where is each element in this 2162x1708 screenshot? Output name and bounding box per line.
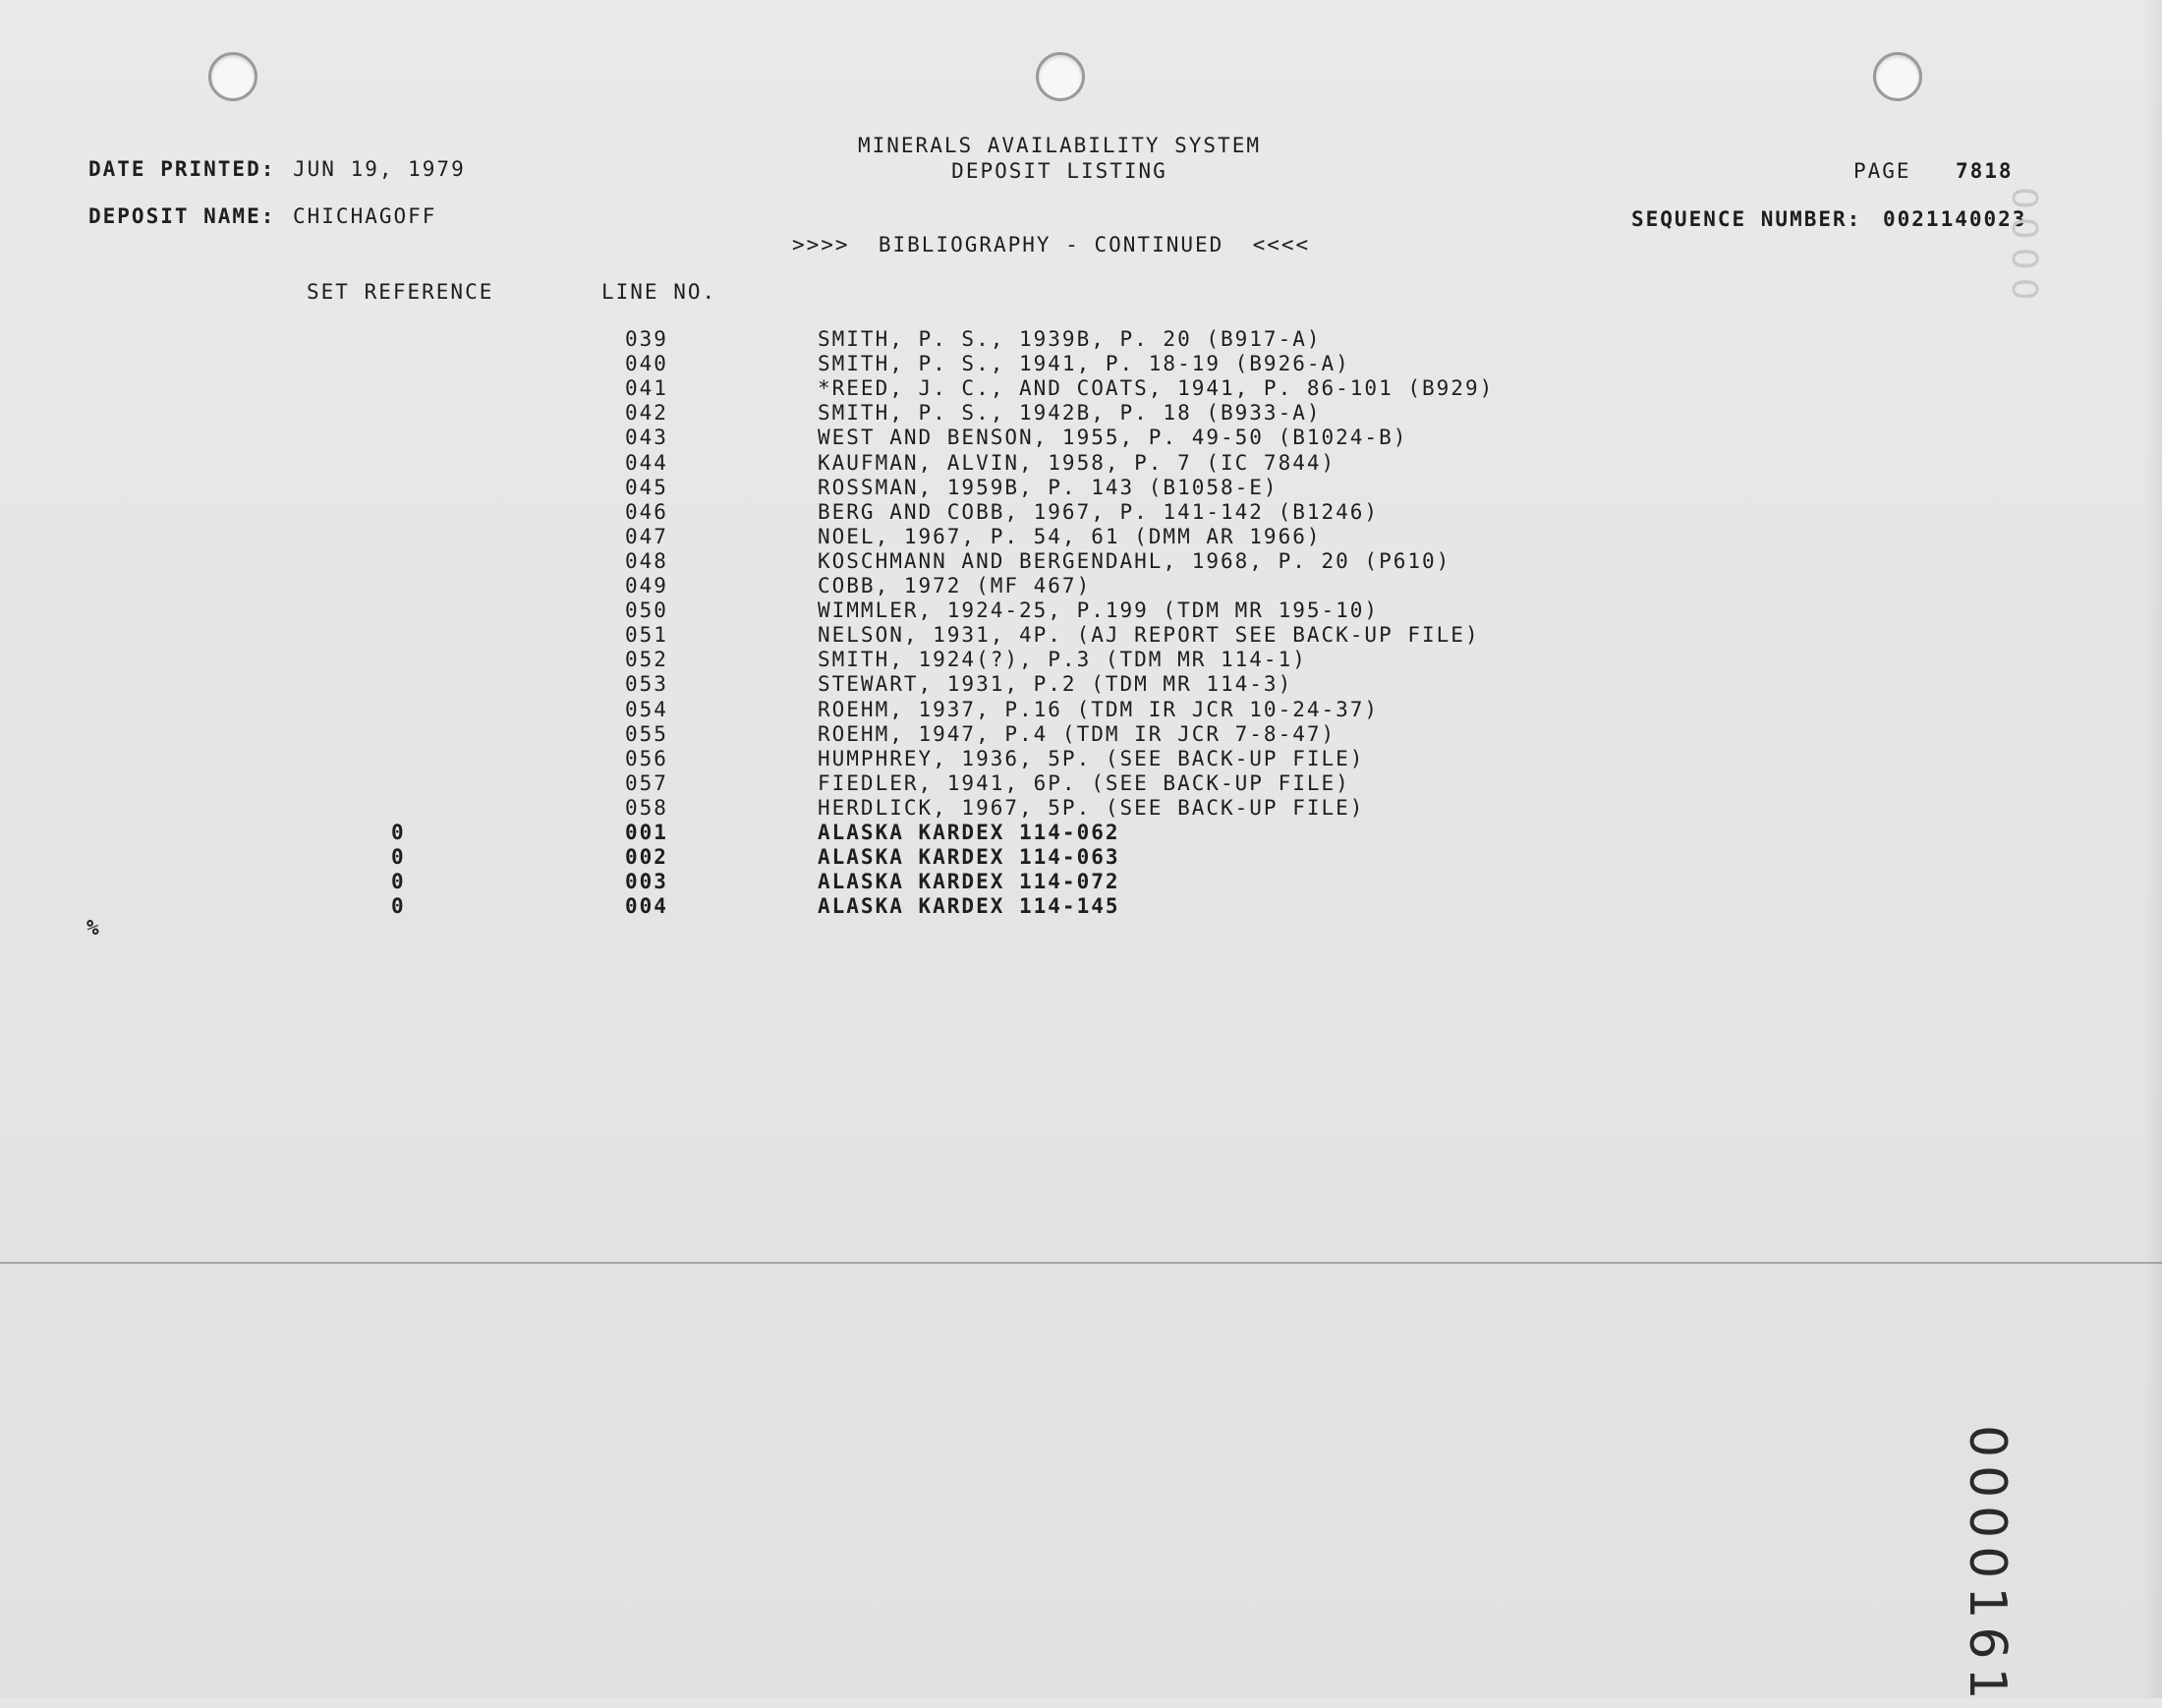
line-number-cell: 002 — [625, 845, 668, 869]
line-number-cell: 045 — [625, 476, 668, 499]
bibliography-row — [0, 426, 2064, 450]
reference-text-cell: BERG AND COBB, 1967, P. 141-142 (B1246) — [818, 500, 1380, 524]
reference-text-cell: ALASKA KARDEX 114-145 — [818, 894, 1120, 918]
reference-text-cell: SMITH, P. S., 1939B, P. 20 (B917-A) — [818, 327, 1322, 351]
reference-text-cell: NOEL, 1967, P. 54, 61 (DMM AR 1966) — [818, 525, 1322, 548]
end-of-listing-marker: % — [86, 916, 101, 939]
page-label: PAGE — [1853, 159, 1911, 183]
binder-hole-left — [208, 52, 257, 101]
reference-text-cell: KAUFMAN, ALVIN, 1958, P. 7 (IC 7844) — [818, 451, 1337, 475]
reference-text-cell: WIMMLER, 1924-25, P.199 (TDM MR 195-10) — [818, 598, 1380, 622]
line-number-cell: 042 — [625, 401, 668, 425]
bibliography-row — [0, 500, 2064, 525]
reference-text-cell: FIEDLER, 1941, 6P. (SEE BACK-UP FILE) — [818, 771, 1350, 795]
perforation-line — [0, 1262, 2162, 1264]
bibliography-row — [0, 771, 2064, 796]
column-header-set-reference: SET REFERENCE — [307, 280, 494, 304]
line-number-cell: 046 — [625, 500, 668, 524]
system-title: MINERALS AVAILABILITY SYSTEM — [857, 134, 1261, 157]
bibliography-row — [0, 747, 2064, 771]
set-reference-cell: 0 — [391, 821, 406, 844]
line-number-cell: 056 — [625, 747, 668, 770]
bibliography-row — [0, 623, 2064, 648]
bibliography-row — [0, 401, 2064, 426]
bibliography-row — [0, 574, 2064, 598]
reference-text-cell: ALASKA KARDEX 114-072 — [818, 870, 1120, 893]
faint-edge-stamp: 0000 — [2004, 187, 2044, 309]
reference-text-cell: *REED, J. C., AND COATS, 1941, P. 86-101 (B929) — [818, 376, 1495, 400]
column-header-line-no: LINE NO. — [601, 280, 717, 304]
bibliography-row — [0, 796, 2064, 821]
line-number-cell: 003 — [625, 870, 668, 893]
line-number-cell: 054 — [625, 698, 668, 721]
set-reference-cell: 0 — [391, 894, 406, 918]
paper-edge-shadow — [2144, 0, 2162, 1698]
line-number-cell: 039 — [625, 327, 668, 351]
reference-text-cell: COBB, 1972 (MF 467) — [818, 574, 1092, 598]
set-reference-cell: 0 — [391, 870, 406, 893]
bibliography-row — [0, 698, 2064, 722]
reference-text-cell: SMITH, P. S., 1941, P. 18-19 (B926-A) — [818, 352, 1350, 375]
sequence-number-label: SEQUENCE NUMBER: — [1631, 207, 1862, 231]
bibliography-row — [0, 451, 2064, 476]
date-printed-value: JUN 19, 1979 — [293, 157, 466, 181]
reference-text-cell: SMITH, P. S., 1942B, P. 18 (B933-A) — [818, 401, 1322, 425]
reference-text-cell: ROSSMAN, 1959B, P. 143 (B1058-E) — [818, 476, 1279, 499]
deposit-name-label: DEPOSIT NAME: — [88, 204, 276, 228]
reference-text-cell: NELSON, 1931, 4P. (AJ REPORT SEE BACK-UP FILE) — [818, 623, 1480, 647]
line-number-cell: 048 — [625, 549, 668, 573]
line-number-cell: 049 — [625, 574, 668, 598]
line-number-cell: 040 — [625, 352, 668, 375]
deposit-name-value: CHICHAGOFF — [293, 204, 437, 228]
bibliography-row — [0, 352, 2064, 376]
sequence-number-value: 0021140023 — [1883, 207, 2027, 231]
reference-text-cell: ALASKA KARDEX 114-063 — [818, 845, 1120, 869]
bibliography-row — [0, 672, 2064, 697]
line-number-cell: 043 — [625, 426, 668, 449]
reference-text-cell: ROEHM, 1947, P.4 (TDM IR JCR 7-8-47) — [818, 722, 1337, 746]
line-number-cell: 047 — [625, 525, 668, 548]
line-number-cell: 044 — [625, 451, 668, 475]
date-printed-label: DATE PRINTED: — [88, 157, 276, 181]
bibliography-row — [0, 525, 2064, 549]
reference-text-cell: ALASKA KARDEX 114-062 — [818, 821, 1120, 844]
reference-text-cell: HERDLICK, 1967, 5P. (SEE BACK-UP FILE) — [818, 796, 1365, 820]
bibliography-row — [0, 845, 2064, 870]
section-title: >>>> BIBLIOGRAPHY - CONTINUED <<<< — [792, 233, 1311, 256]
bibliography-row — [0, 549, 2064, 574]
reference-text-cell: ROEHM, 1937, P.16 (TDM IR JCR 10-24-37) — [818, 698, 1380, 721]
page-number: 7818 — [1956, 159, 2014, 183]
line-number-cell: 050 — [625, 598, 668, 622]
line-number-cell: 052 — [625, 648, 668, 671]
bibliography-row — [0, 821, 2064, 845]
bibliography-row — [0, 870, 2064, 894]
line-number-cell: 004 — [625, 894, 668, 918]
bibliography-row — [0, 598, 2064, 623]
bibliography-row — [0, 722, 2064, 747]
line-number-cell: 001 — [625, 821, 668, 844]
line-number-cell: 053 — [625, 672, 668, 696]
line-number-cell: 058 — [625, 796, 668, 820]
line-number-cell: 041 — [625, 376, 668, 400]
bibliography-row — [0, 894, 2064, 919]
bibliography-row — [0, 327, 2064, 352]
binder-hole-right — [1873, 52, 1922, 101]
reference-text-cell: WEST AND BENSON, 1955, P. 49-50 (B1024-B) — [818, 426, 1408, 449]
reference-text-cell: STEWART, 1931, P.2 (TDM MR 114-3) — [818, 672, 1293, 696]
set-reference-cell: 0 — [391, 845, 406, 869]
line-number-cell: 051 — [625, 623, 668, 647]
bibliography-row — [0, 476, 2064, 500]
reference-text-cell: HUMPHREY, 1936, 5P. (SEE BACK-UP FILE) — [818, 747, 1365, 770]
line-number-cell: 057 — [625, 771, 668, 795]
bibliography-row — [0, 376, 2064, 401]
document-stamp-number: 0000161 — [1958, 1425, 2017, 1708]
line-number-cell: 055 — [625, 722, 668, 746]
bibliography-row — [0, 648, 2064, 672]
reference-text-cell: SMITH, 1924(?), P.3 (TDM MR 114-1) — [818, 648, 1307, 671]
binder-hole-center — [1036, 52, 1085, 101]
listing-title: DEPOSIT LISTING — [951, 159, 1167, 183]
reference-text-cell: KOSCHMANN AND BERGENDAHL, 1968, P. 20 (P610) — [818, 549, 1451, 573]
